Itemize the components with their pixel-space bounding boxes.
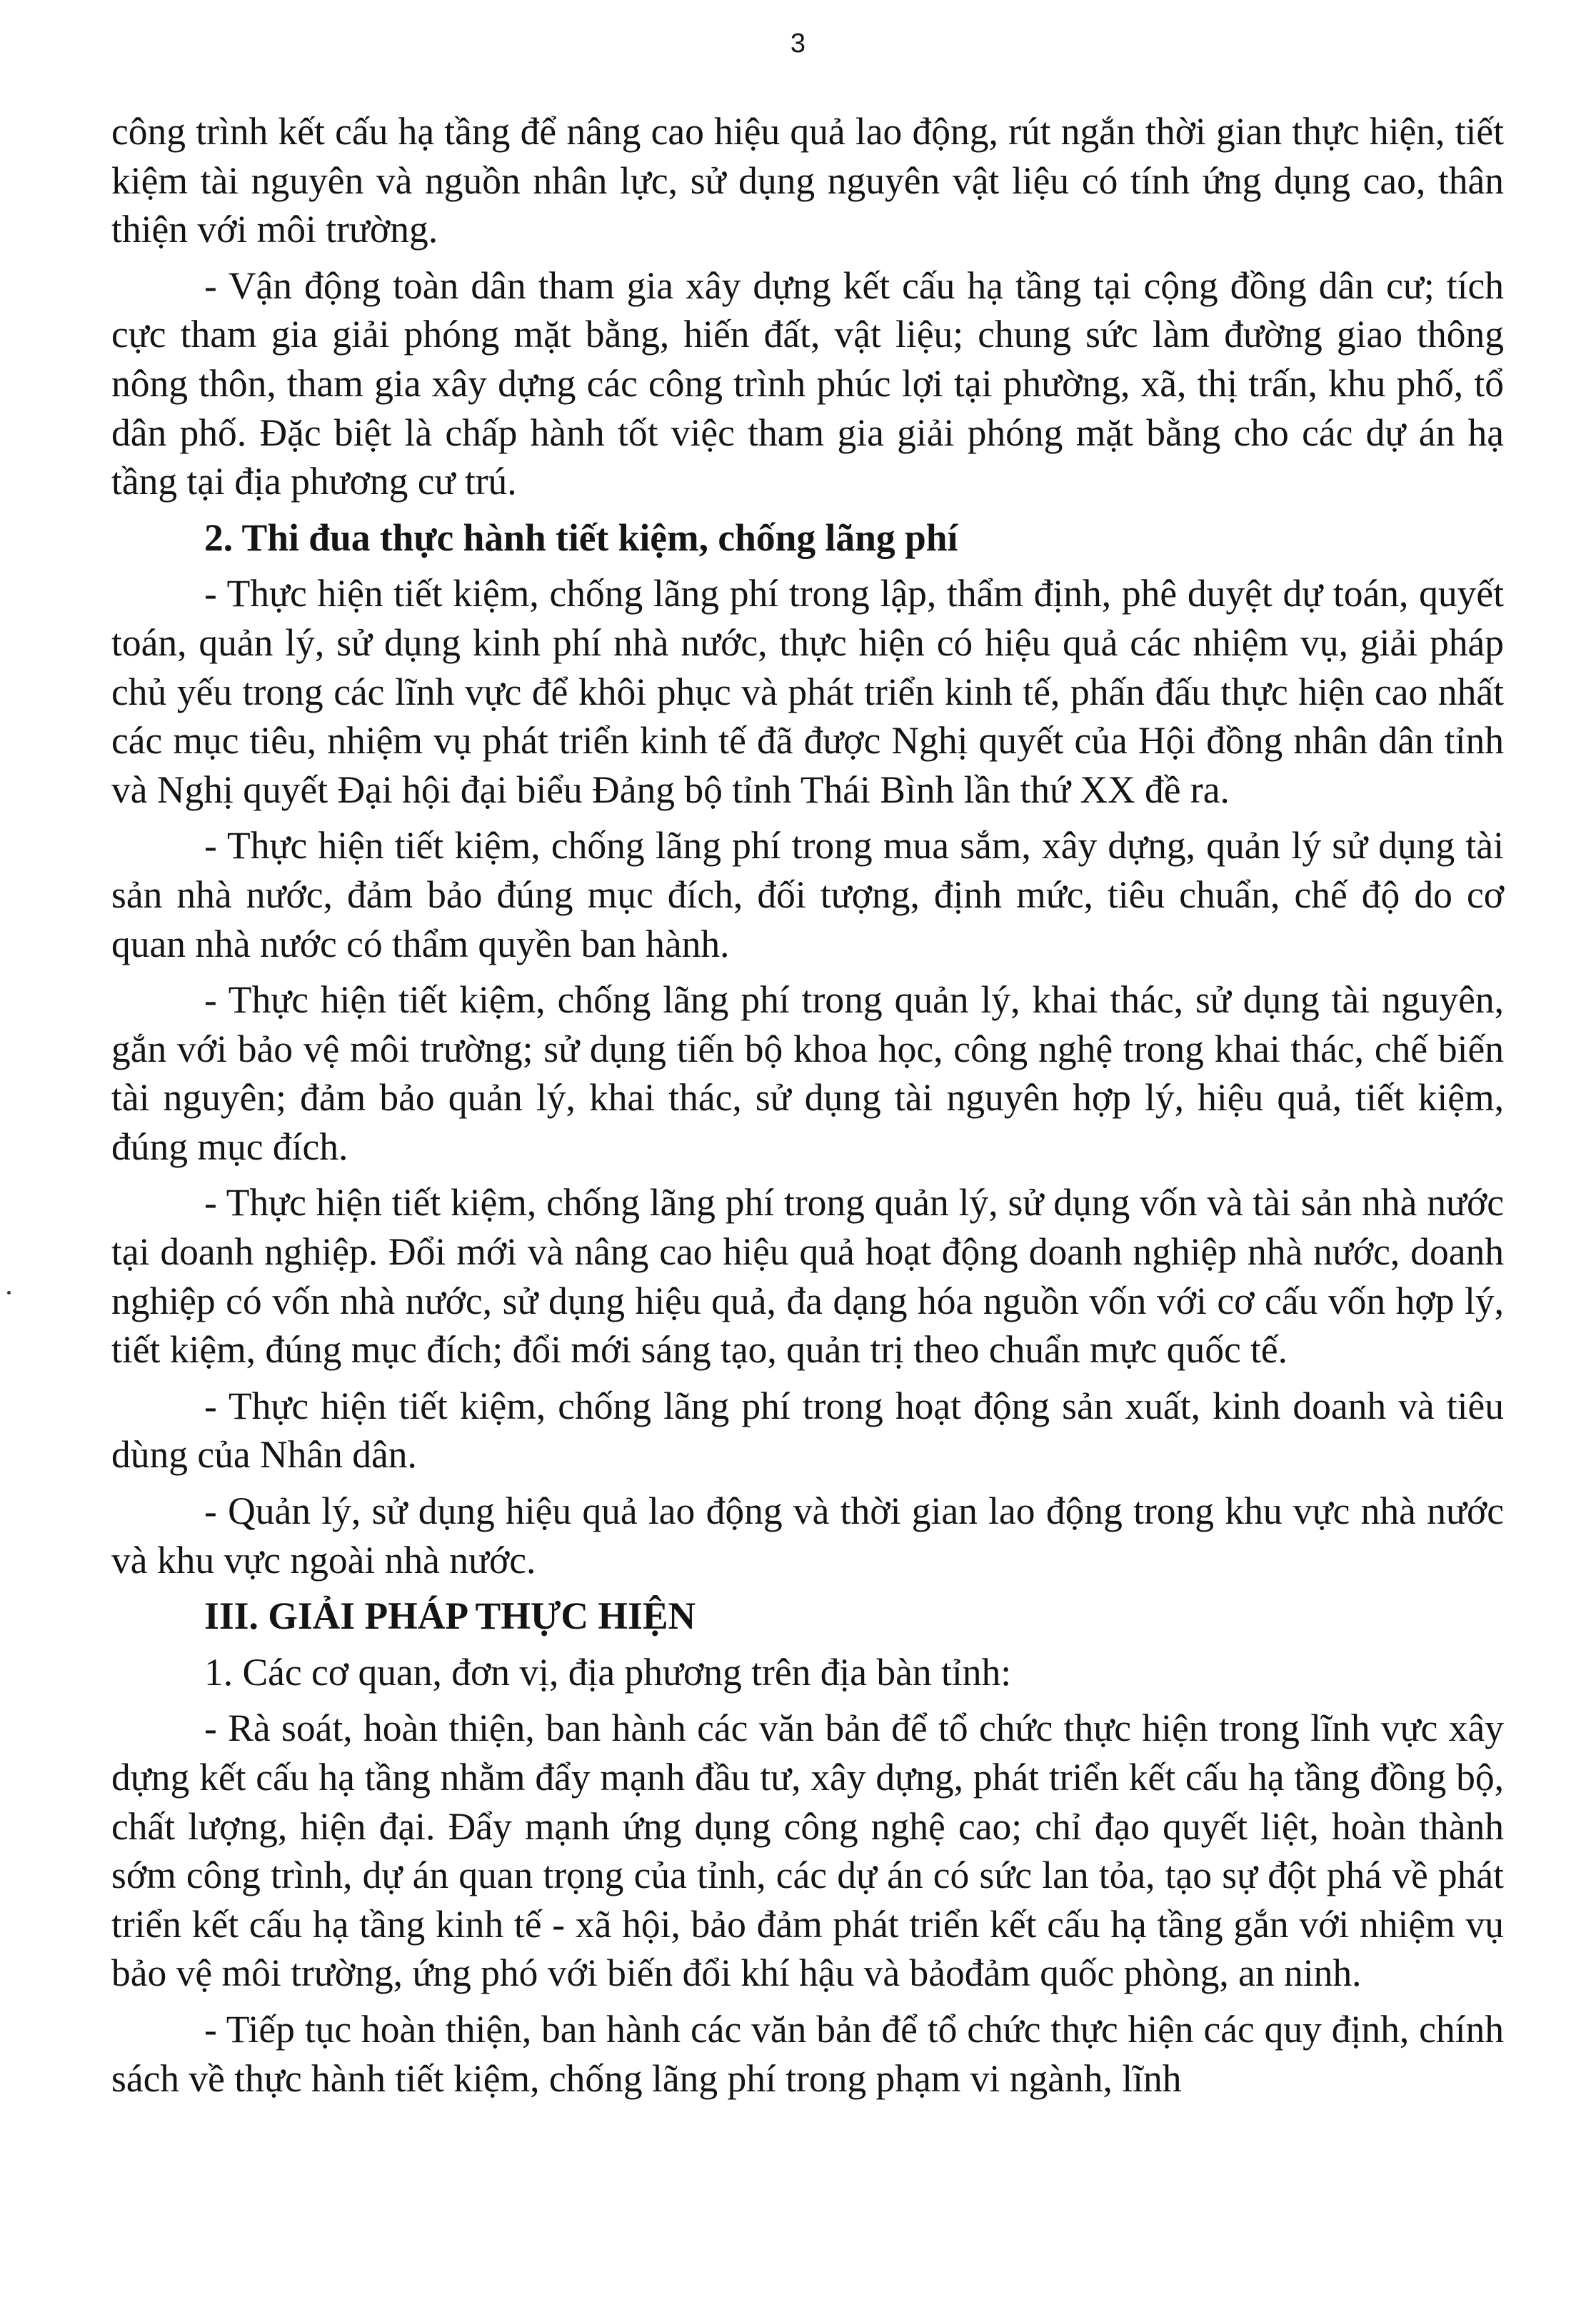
page-number: 3 <box>790 29 806 59</box>
body-paragraph: - Rà soát, hoàn thiện, ban hành các văn bản để tổ chức thực hiện trong lĩnh vực xây dựng kết cấu hạ tầng nhằm đẩy mạnh đầu tư, xây dựng, phát triển kết cấu hạ tầng đồng bộ, chất lượng, hiện đại. Đẩy mạnh ứng dụng công nghệ cao; chỉ đạo quyết liệt, hoàn thành sớm công trình, dự án quan trọng của tỉnh, các dự án có sức lan tỏa, tạo sự đột phá về phát triển kết cấu hạ tầng kinh tế - xã hội, bảo đảm phát triển kết cấu hạ tầng gắn với nhiệm vụ bảo vệ môi trường, ứng phó với biến đổi khí hậu và bảođảm quốc phòng, an ninh. <box>111 1707 1504 1995</box>
document-body <box>111 107 1504 2110</box>
body-paragraph: - Tiếp tục hoàn thiện, ban hành các văn bản để tổ chức thực hiện các quy định, chính sách về thực hành tiết kiệm, chống lãng phí trong phạm vi ngành, lĩnh <box>111 2007 1504 2100</box>
section-heading: 2. Thi đua thực hành tiết kiệm, chống lãng phí <box>204 516 958 559</box>
scan-speck <box>7 1291 11 1295</box>
section-heading: III. GIẢI PHÁP THỰC HIỆN <box>204 1594 696 1638</box>
body-paragraph: công trình kết cấu hạ tầng để nâng cao hiệu quả lao động, rút ngắn thời gian thực hiện, tiết kiệm tài nguyên và nguồn nhân lực, sử dụng nguyên vật liệu có tính ứng dụng cao, thân thiện với môi trường. <box>111 110 1504 251</box>
body-paragraph: - Thực hiện tiết kiệm, chống lãng phí trong quản lý, khai thác, sử dụng tài nguyên, gắn với bảo vệ môi trường; sử dụng tiến bộ khoa học, công nghệ trong khai thác, chế biến tài nguyên; đảm bảo quản lý, khai thác, sử dụng tài nguyên hợp lý, hiệu quả, tiết kiệm, đúng mục đích. <box>111 978 1504 1168</box>
body-paragraph: - Thực hiện tiết kiệm, chống lãng phí trong lập, thẩm định, phê duyệt dự toán, quyết toán, quản lý, sử dụng kinh phí nhà nước, thực hiện có hiệu quả các nhiệm vụ, giải pháp chủ yếu trong các lĩnh vực để khôi phục và phát triển kinh tế, phấn đấu thực hiện cao nhất các mục tiêu, nhiệm vụ phát triển kinh tế đã được Nghị quyết của Hội đồng nhân dân tỉnh và Nghị quyết Đại hội đại biểu Đảng bộ tỉnh Thái Bình lần thứ XX đề ra. <box>111 572 1504 811</box>
body-paragraph: - Vận động toàn dân tham gia xây dựng kết cấu hạ tầng tại cộng đồng dân cư; tích cực tham gia giải phóng mặt bằng, hiến đất, vật liệu; chung sức làm đường giao thông nông thôn, tham gia xây dựng các công trình phúc lợi tại phường, xã, thị trấn, khu phố, tổ dân phố. Đặc biệt là chấp hành tốt việc tham gia giải phóng mặt bằng cho các dự án hạ tầng tại địa phương cư trú. <box>111 263 1504 503</box>
body-paragraph: - Thực hiện tiết kiệm, chống lãng phí trong hoạt động sản xuất, kinh doanh và tiêu dùng của Nhân dân. <box>111 1384 1504 1477</box>
body-paragraph: 1. Các cơ quan, đơn vị, địa phương trên địa bàn tỉnh: <box>204 1650 1012 1694</box>
body-paragraph: - Quản lý, sử dụng hiệu quả lao động và thời gian lao động trong khu vực nhà nước và khu vực ngoài nhà nước. <box>111 1489 1504 1582</box>
body-paragraph: - Thực hiện tiết kiệm, chống lãng phí trong mua sắm, xây dựng, quản lý sử dụng tài sản nhà nước, đảm bảo đúng mục đích, đối tượng, định mức, tiêu chuẩn, chế độ do cơ quan nhà nước có thẩm quyền ban hành. <box>111 824 1504 965</box>
body-paragraph: - Thực hiện tiết kiệm, chống lãng phí trong quản lý, sử dụng vốn và tài sản nhà nước tại doanh nghiệp. Đổi mới và nâng cao hiệu quả hoạt động doanh nghiệp nhà nước, doanh nghiệp có vốn nhà nước, sử dụng hiệu quả, đa dạng hóa nguồn vốn với cơ cấu vốn hợp lý, tiết kiệm, đúng mục đích; đổi mới sáng tạo, quản trị theo chuẩn mực quốc tế. <box>111 1181 1504 1372</box>
